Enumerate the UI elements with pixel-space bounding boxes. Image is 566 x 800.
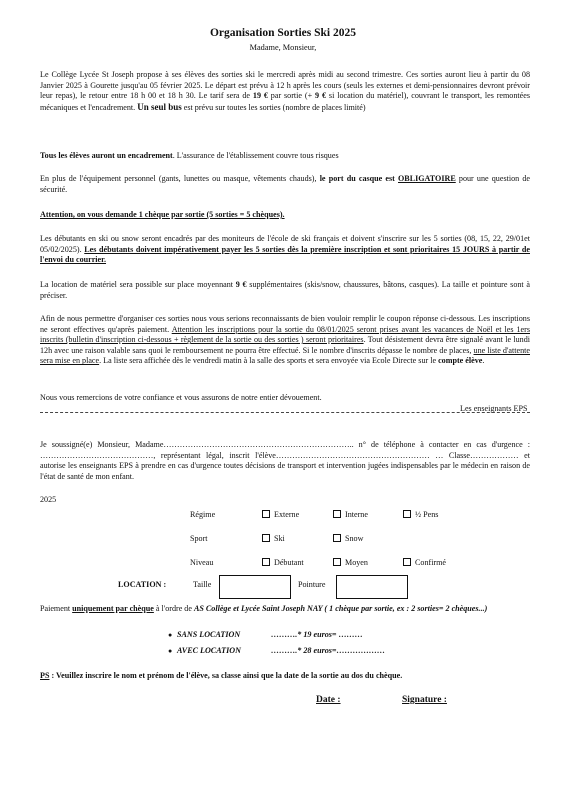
encadrement-paragraph: Tous les élèves auront un encadrement. L'assurance de l'établissement couvre tous risques — [40, 151, 339, 160]
bullet-icon: ● — [168, 631, 173, 639]
page-title: Organisation Sorties Ski 2025 — [209, 27, 356, 39]
signature-label: Signature : — [402, 695, 447, 705]
debutants-paragraph: Les débutants en ski ou snow seront encadrés par des moniteurs de l'école de ski français et doivent s'inscrire sur les 5 sorties (08, 15, 22, 29/01et 05/02/2025). Les débutants doivent impérativement payer les 5 sorties dès la première inscription et sont prioritaires 15 JOURS à partir de l'envoi du courrier. — [40, 234, 530, 265]
taille-input-box[interactable] — [219, 575, 291, 599]
checkbox-icon — [262, 534, 270, 542]
checkbox-icon — [262, 510, 270, 518]
pointure-input-box[interactable] — [336, 575, 408, 599]
checkbox-icon — [403, 558, 411, 566]
sport-label: Sport — [190, 534, 208, 543]
paiement-paragraph: Paiement uniquement par chèque à l'ordre de AS Collège et Lycée Saint Joseph NAY ( 1 chèque par sortie, ex : 2 sorties= 2 chèques...) — [40, 604, 488, 613]
pointure-label: Pointure — [298, 580, 326, 589]
regime-interne-checkbox[interactable]: Interne — [333, 510, 368, 519]
inscriptions-paragraph: Afin de nous permettre d'organiser ces sorties nous vous serions reconnaissants de bien vouloir remplir le coupon réponse ci-dessous. Les inscriptions ne seront effectives qu'après paiement. Attention les inscriptions pour la sortie du 08/01/2025 seront prises avant les vacances de Noël et les 1ers inscrits (bulletin d'inscription ci-dessous + règlement de la sortie ou des sorties ) seront prioritaires. Tout désistement devra être signalé avant le lundi 12h avec une raison valable sans quoi le remboursement ne pourra être effectué. Si le nombre d'inscrits dépasse le nombre de places, une liste d'attente sera mise en place. La liste sera affichée dès le vendredi matin à la salle des sports et sera envoyée via Ecole Directe sur le compte élève. — [40, 314, 530, 366]
salutation: Madame, Monsieur, — [249, 43, 317, 52]
checkbox-icon — [333, 558, 341, 566]
niveau-moyen-checkbox[interactable]: Moyen — [333, 558, 368, 567]
sans-location-label: SANS LOCATION — [177, 630, 241, 639]
sans-location-calc: ……….* 19 euros= ……… — [271, 630, 363, 639]
regime-demi-pension-checkbox[interactable]: ½ Pens — [403, 510, 438, 519]
niveau-debutant-checkbox[interactable]: Débutant — [262, 558, 304, 567]
declaration-paragraph: Je soussigné(e) Monsieur, Madame…………………………………………………………….. n° de téléphone à contacter en cas d'urgence : ……………………………………, représentant légal, inscrit l'élève………………………………………………… … Classe……………… et autorise les enseignants EPS à prendre en cas d'urgence toutes décisions de transport et intervention jugées indispensables par le médecin en raison de l'état de santé de mon enfant. — [40, 440, 530, 481]
niveau-confirme-checkbox[interactable]: Confirmé — [403, 558, 446, 567]
closing-paragraph: Nous vous remercions de votre confiance et vous assurons de notre entier dévouement. — [40, 393, 322, 402]
checkbox-icon — [262, 558, 270, 566]
checkbox-icon — [333, 534, 341, 542]
sport-ski-checkbox[interactable]: Ski — [262, 534, 285, 543]
teachers-signature: Les enseignants EPS — [460, 404, 528, 413]
checkbox-icon — [333, 510, 341, 518]
form-year: 2025 — [40, 495, 57, 504]
cut-line — [40, 412, 530, 413]
intro-paragraph: Le Collège Lycée St Joseph propose à ses élèves des sorties ski le mercredi après midi au second trimestre. Ces sorties auront lieu à partir du 08 Janvier 2025 à Gourette jusqu'au 05 février 2025. Le départ est prévu à 12 h après les cours (seuls les externes et demi-pensionnaires devront prévoir leur repas), le retour entre 18 h 00 et 18 h 30. Le tarif sera de 19 € par sortie (+ 9 € si location du matériel), couvrant le transport, les remontées mécaniques et l'encadrement. Un seul bus est prévu sur toutes les sorties (nombre de places limité) — [40, 70, 530, 112]
cheque-notice: Attention, on vous demande 1 chèque par sortie (5 sorties = 5 chèques). — [40, 210, 285, 219]
ps-paragraph: PS : Veuillez inscrire le nom et prénom de l'élève, sa classe ainsi que la date de la sortie au dos du chèque. — [40, 671, 403, 680]
casque-paragraph: En plus de l'équipement personnel (gants, lunettes ou masque, vêtements chauds), le port du casque est OBLIGATOIRE pour une question de sécurité. — [40, 174, 530, 194]
regime-label: Régime — [190, 510, 216, 519]
date-label: Date : — [316, 695, 341, 705]
regime-externe-checkbox[interactable]: Externe — [262, 510, 299, 519]
checkbox-icon — [403, 510, 411, 518]
location-paragraph: La location de matériel sera possible sur place moyennant 9 € supplémentaires (skis/snow, chaussures, bâtons, casques). La taille et pointure sont à préciser. — [40, 280, 530, 300]
avec-location-label: AVEC LOCATION — [177, 646, 241, 655]
bullet-icon: ● — [168, 647, 173, 655]
sport-snow-checkbox[interactable]: Snow — [333, 534, 363, 543]
location-label: LOCATION : — [118, 580, 167, 589]
niveau-label: Niveau — [190, 558, 214, 567]
avec-location-calc: ……….* 28 euros=……………… — [271, 646, 386, 655]
taille-label: Taille — [193, 580, 212, 589]
